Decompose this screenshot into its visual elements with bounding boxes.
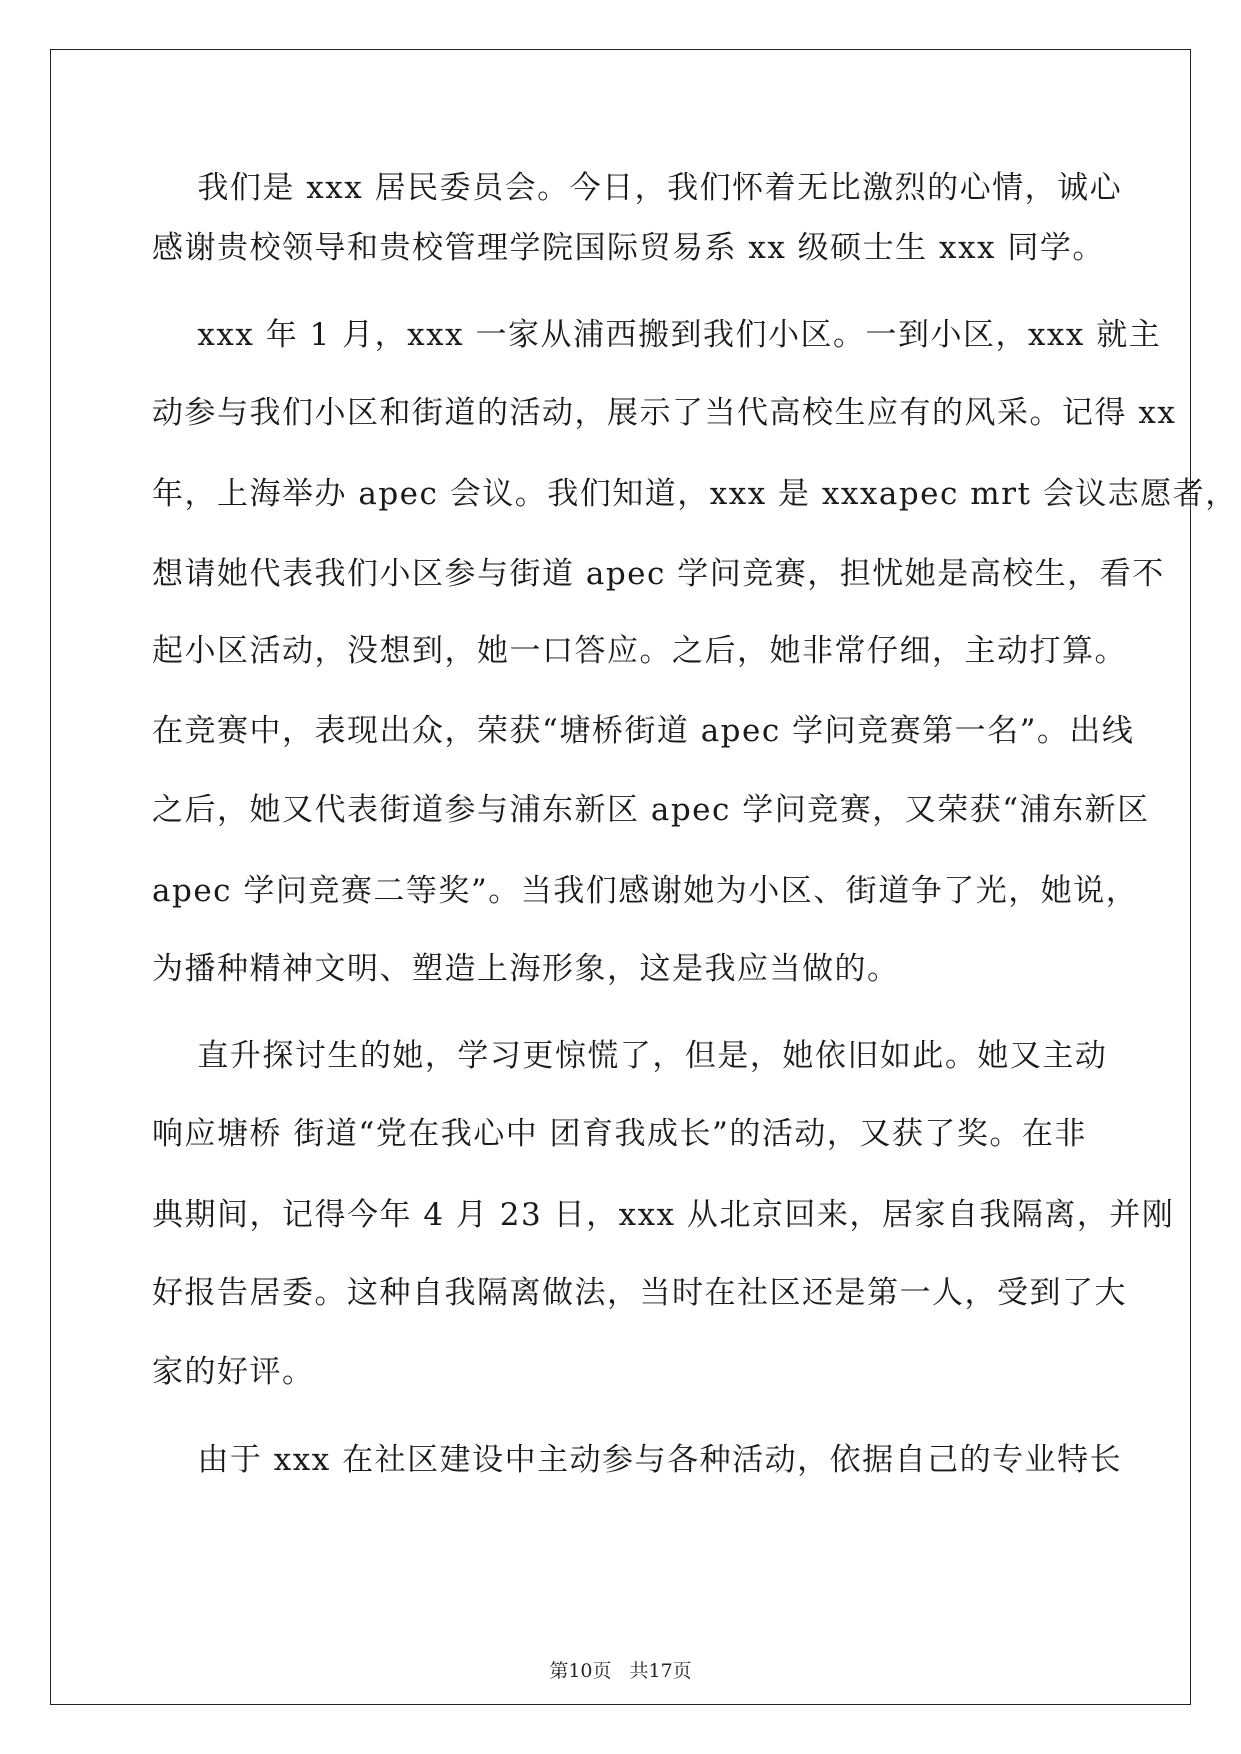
page-footer bbox=[0, 1656, 1241, 1686]
text-line: 好报告居委。这种自我隔离做法，当时在社区还是第一人，受到了大 bbox=[152, 1275, 1127, 1311]
text-line: 想请她代表我们小区参与街道 apec 学问竞赛，担忧她是高校生，看不 bbox=[152, 556, 1165, 592]
page-total: 共17页 bbox=[629, 1660, 692, 1682]
text-line: 响应塘桥 街道“党在我心中 团育我成长”的活动，又获了奖。在非 bbox=[152, 1116, 1087, 1152]
text-line: 典期间，记得今年 4 月 23 日，xxx 从北京回来，居家自我隔离，并刚 bbox=[152, 1197, 1175, 1233]
text-line: 之后，她又代表街道参与浦东新区 apec 学问竞赛，又荣获“浦东新区 bbox=[152, 792, 1150, 828]
text-line: 年，上海举办 apec 会议。我们知道，xxx 是 xxxapec mrt 会议志愿者， bbox=[152, 476, 1238, 512]
text-line: 感谢贵校领导和贵校管理学院国际贸易系 xx 级硕士生 xxx 同学。 bbox=[152, 230, 1105, 266]
text-line: 为播种精神文明、塑造上海形象，这是我应当做的。 bbox=[152, 951, 900, 987]
text-line: 在竞赛中，表现出众，荣获“塘桥街道 apec 学问竞赛第一名”。出线 bbox=[152, 713, 1135, 749]
text-line: 我们是 xxx 居民委员会。今日，我们怀着无比激烈的心情，诚心 bbox=[152, 170, 1123, 206]
page-number: 第10页 bbox=[549, 1660, 612, 1682]
text-line: apec 学问竞赛二等奖”。当我们感谢她为小区、街道争了光，她说， bbox=[152, 873, 1139, 909]
text-line: 直升探讨生的她，学习更惊慌了，但是，她依旧如此。她又主动 bbox=[152, 1038, 1108, 1074]
text-line: 动参与我们小区和街道的活动，展示了当代高校生应有的风采。记得 xx bbox=[152, 395, 1177, 431]
text-line: 由于 xxx 在社区建设中主动参与各种活动，依据自己的专业特长 bbox=[152, 1442, 1123, 1478]
text-line: xxx 年 1 月，xxx 一家从浦西搬到我们小区。一到小区，xxx 就主 bbox=[152, 317, 1162, 353]
text-line: 家的好评。 bbox=[152, 1354, 315, 1390]
text-line: 起小区活动，没想到，她一口答应。之后，她非常仔细，主动打算。 bbox=[152, 633, 1127, 669]
